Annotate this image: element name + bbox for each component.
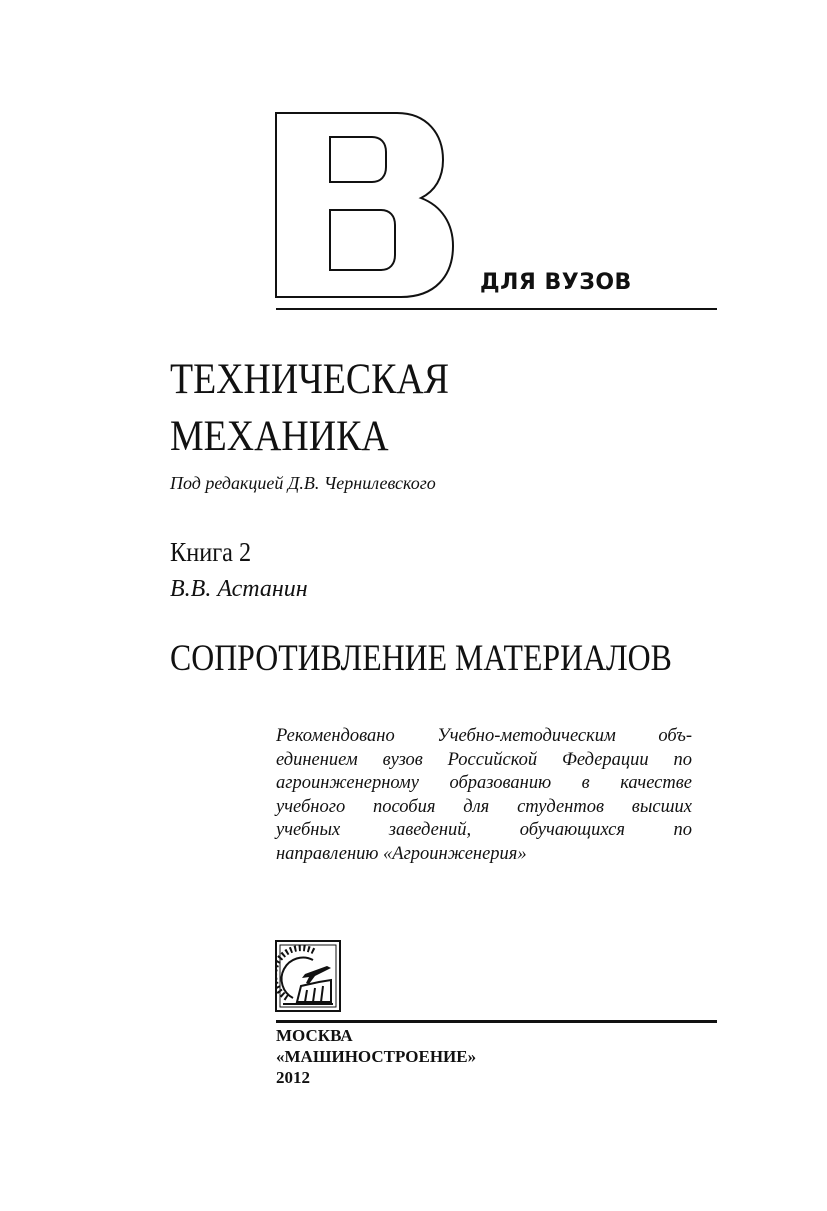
recommendation-line: учебных заведений, обучающихся по	[276, 820, 692, 840]
imprint-year: 2012	[276, 1068, 310, 1087]
series-label: ДЛЯ ВУЗОВ	[480, 270, 632, 295]
publisher-logo-icon	[275, 940, 341, 1012]
recommendation-line: агроинженерному образованию в качестве	[276, 773, 692, 793]
top-divider	[276, 308, 717, 310]
imprint-city: МОСКВА	[276, 1026, 353, 1045]
book-subtitle: СОПРОТИВЛЕНИЕ МАТЕРИАЛОВ	[170, 638, 672, 679]
recommendation-line: направлению «Агроинженерия»	[276, 843, 527, 864]
editor-line: Под редакцией Д.В. Чернилевского	[170, 473, 436, 493]
bottom-divider	[276, 1020, 717, 1023]
recommendation-line: единением вузов Российской Федерации по	[276, 749, 692, 770]
imprint-publisher: «МАШИНОСТРОЕНИЕ»	[276, 1047, 477, 1066]
author: В.В. Астанин	[170, 576, 308, 602]
series-logo-b	[275, 112, 455, 298]
recommendation-line: Рекомендовано Учебно-методическим объ-	[276, 726, 692, 746]
recommendation-block	[276, 725, 692, 866]
title-line-2: МЕХАНИКА	[170, 413, 389, 460]
book-number: Книга 2	[170, 537, 252, 567]
recommendation-line: учебного пособия для студентов высших	[276, 796, 692, 817]
title-line-1: ТЕХНИЧЕСКАЯ	[170, 356, 449, 403]
